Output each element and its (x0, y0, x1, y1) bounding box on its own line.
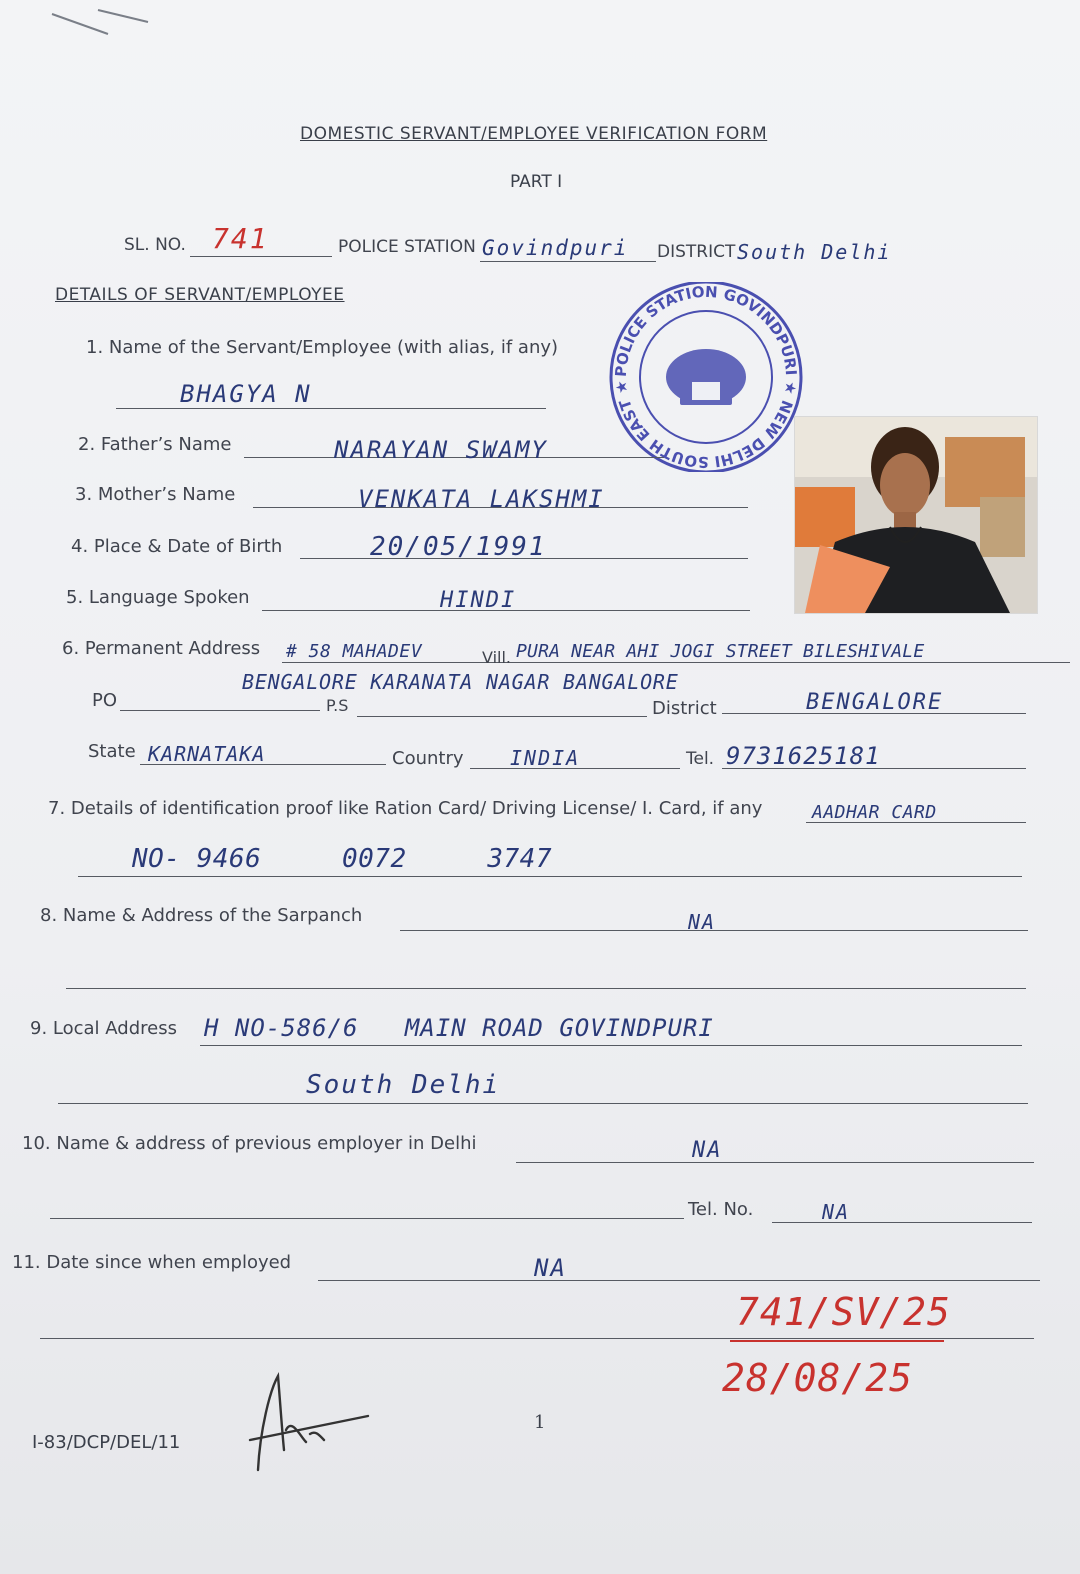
district-label: DISTRICT (657, 242, 736, 262)
form-part: PART I (510, 172, 563, 192)
prev-tel-label: Tel. No. (688, 1199, 754, 1220)
district-value: South Delhi (737, 240, 892, 264)
employee-photo (795, 417, 1037, 613)
corner-mark (40, 0, 160, 40)
mother-value: VENKATA LAKSHMI (358, 485, 605, 513)
local-value-2: South Delhi (306, 1070, 501, 1100)
form-title: DOMESTIC SERVANT/EMPLOYEE VERIFICATION FORM (300, 124, 768, 144)
section-heading: DETAILS OF SERVANT/EMPLOYEE (55, 285, 345, 305)
page-number: 1 (534, 1412, 546, 1433)
id-value-2: NO- 9466 0072 3747 (132, 844, 552, 874)
vill-label: Vill. (482, 648, 512, 667)
father-value: NARAYAN SWAMY (334, 436, 548, 464)
sarpanch-label: 8. Name & Address of the Sarpanch (40, 905, 363, 926)
district2-label: District (652, 698, 717, 719)
address-label: 6. Permanent Address (62, 638, 261, 659)
local-label: 9. Local Address (30, 1018, 177, 1039)
tel-label: Tel. (686, 749, 715, 769)
signature (240, 1370, 380, 1480)
state-label: State (88, 741, 136, 762)
address-value-1b: PURA NEAR AHI JOGI STREET BILESHIVALE (516, 641, 925, 662)
country-value: INDIA (510, 746, 581, 770)
police-station-label: POLICE STATION (338, 237, 476, 257)
district2-value: BENGALORE (806, 690, 944, 715)
emblem-icon (666, 349, 746, 405)
language-label: 5. Language Spoken (66, 587, 250, 608)
since-value: NA (534, 1254, 567, 1282)
name-value: BHAGYA N (180, 380, 312, 408)
local-value-1: H NO-586/6 MAIN ROAD GOVINDPURI (204, 1014, 714, 1042)
id-label: 7. Details of identification proof like Ration Card/ Driving License/ I. Card, if any (48, 798, 763, 819)
stamp-ring-text: POLICE STATION GOVINDPURI ★ NEW DELHI SOUTH EAST ★ (611, 282, 801, 472)
language-value: HINDI (440, 588, 517, 613)
sl-no-label: SL. NO. (124, 235, 186, 255)
birth-label: 4. Place & Date of Birth (71, 536, 283, 557)
police-station-value: Govindpuri (482, 236, 629, 260)
sarpanch-value: NA (688, 910, 717, 934)
address-value-2: BENGALORE KARANATA NAGAR BANGALORE (242, 670, 679, 694)
date-annotation: 28/08/25 (722, 1356, 914, 1400)
id-value-1: AADHAR CARD (812, 802, 937, 823)
police-station-stamp (606, 282, 806, 472)
state-value: KARNATAKA (148, 742, 266, 766)
reference-annotation: 741/SV/25 (736, 1290, 951, 1334)
prev-employer-label: 10. Name & address of previous employer in Delhi (22, 1133, 477, 1154)
sl-no-value: 741 (212, 222, 269, 255)
since-label: 11. Date since when employed (12, 1252, 292, 1273)
tel-value: 9731625181 (726, 742, 881, 770)
prev-tel-value: NA (822, 1200, 851, 1224)
ps-label: P.S (326, 696, 349, 715)
country-label: Country (392, 748, 464, 769)
address-value-1: # 58 MAHADEV (286, 641, 423, 662)
name-label: 1. Name of the Servant/Employee (with alias, if any) (86, 337, 559, 358)
prev-employer-value: NA (692, 1138, 723, 1163)
po-label: PO (92, 690, 118, 711)
footer-code: I-83/DCP/DEL/11 (32, 1432, 181, 1453)
father-label: 2. Father’s Name (78, 434, 232, 455)
birth-value: 20/05/1991 (370, 532, 547, 562)
mother-label: 3. Mother’s Name (75, 484, 236, 505)
